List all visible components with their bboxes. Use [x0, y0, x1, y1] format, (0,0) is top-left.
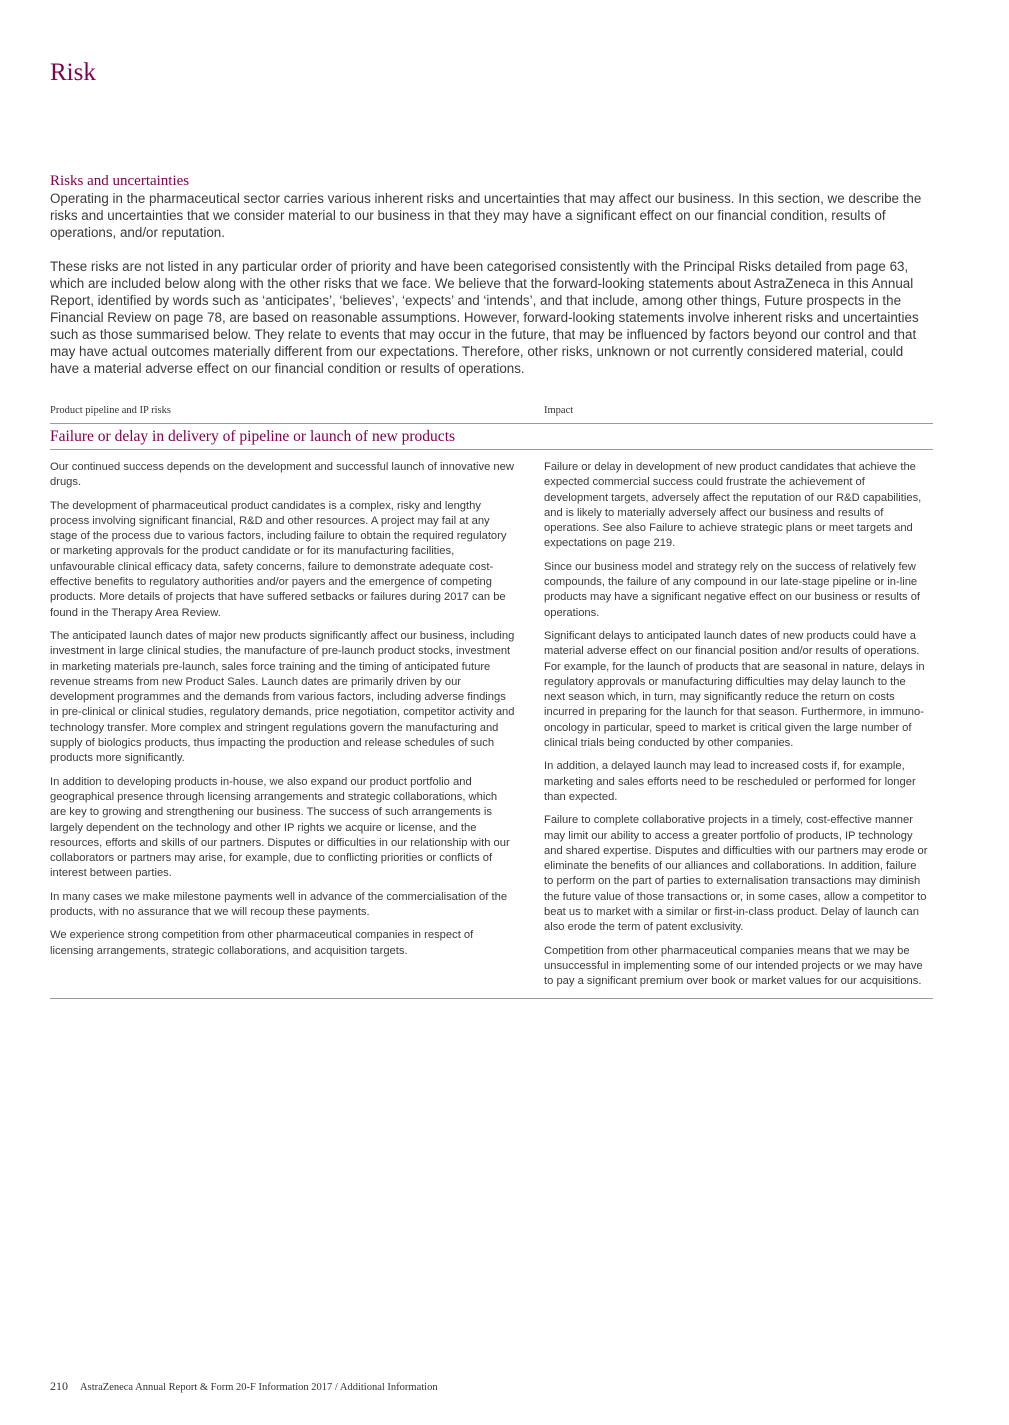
impact-paragraph: Failure to complete collaborative projects in a timely, cost-effective manner may limit our ability to access a greater portfolio of products, IP technology and shared expertise. Disputes and difficulties with our partners may erode or eliminate the benefits of our alliances and collaborations. In addition, failure to perform on the part of parties to externalisation transactions may diminish the future value of those transactions or, in some cases, allow a competitor to beat us to market with a similar or first-in-class product. Delay of launch can also erode the term of patent exclusivity.: [544, 814, 928, 934]
table-header-row: [50, 403, 933, 424]
intro-paragraph: These risks are not listed in any particular order of priority and have been categorised consistently with the Principal Risks detailed from page 63, which are included below along with the other risks that we face. We believe that the forward-looking statements about AstraZeneca in this Annual Report, identified by words such as ‘anticipates’, ‘believes’, ‘expects’ and ‘intends’, and that include, among other things, Future prospects in the Financial Review on page 78, are based on reasonable assumptions. However, forward-looking statements involve inherent risks and uncertainties such as those summarised below. They relate to events that may occur in the future, that may be influenced by factors beyond our control and that may have actual outcomes materially different from our expectations. Therefore, other risks, unknown or not currently considered material, could have a material adverse effect on our financial condition or results of operations.: [50, 259, 919, 376]
impact-column: [544, 460, 928, 990]
risk-description-paragraph: In addition to developing products in-house, we also expand our product portfolio and geographical presence through licensing arrangements and strategic collaborations, which are key to growing and strengthening our business. The success of such arrangements is largely dependent on the technology and other IP rights we acquire or license, and the resources, efforts and skills of our partners. Disputes or difficulties in our relationship with our collaborators or partners may arise, for example, due to conflicting priorities or conflicts of interest between parties.: [50, 775, 510, 880]
page-title: Risk: [50, 59, 96, 86]
risk-description-paragraph: Our continued success depends on the development and successful launch of innovative new drugs.: [50, 461, 514, 489]
risk-title: Failure or delay in delivery of pipeline or launch of new products: [50, 424, 933, 450]
column-header-impact: Impact: [544, 405, 574, 416]
impact-paragraph: Competition from other pharmaceutical companies means that we may be unsuccessful in implementing some of our intended projects or we may have to pay a significant premium over book or market values for our acquisitions.: [544, 944, 923, 988]
column-header-risk-category: Product pipeline and IP risks: [50, 405, 171, 416]
risk-description-paragraph: The anticipated launch dates of major new products significantly affect our business, including investment in large clinical studies, the manufacture of pre-launch product stocks, investment in marketing materials pre-launch, sales force training and the timing of anticipated future revenue streams from new Product Sales. Launch dates are primarily driven by our development programmes and the demands from various factors, including adverse findings in pre-clinical or clinical studies, regulatory demands, price negotiation, competitor activity and technology transfer. More complex and stringent regulations govern the manufacturing and supply of biologics products, thus impacting the production and release schedules of such products more significantly.: [50, 629, 515, 765]
risk-description-paragraph: In many cases we make milestone payments well in advance of the commercialisation of the products, with no assurance that we will recoup these payments.: [50, 890, 508, 919]
risk-table: [50, 403, 933, 999]
risk-description-paragraph: We experience strong competition from other pharmaceutical companies in respect of licensing arrangements, strategic collaborations, and acquisition targets.: [50, 929, 474, 957]
risk-columns: [50, 450, 933, 999]
impact-paragraph: Significant delays to anticipated launch dates of new products could have a material adverse effect on our financial position and/or results of operations. For example, for the launch of products that are seasonal in nature, delays in regulatory approvals or manufacturing difficulties may delay launch to the next season which, in turn, may significantly reduce the return on costs incurred in preparing for the launch for that season. Furthermore, in immuno-oncology in particular, speed to market is critical given the large number of clinical trials being conducted by other companies.: [544, 629, 925, 750]
page-number: 210: [50, 1379, 68, 1393]
footer-text: AstraZeneca Annual Report & Form 20-F Information 2017 / Additional Information: [80, 1382, 438, 1393]
intro-paragraph: Operating in the pharmaceutical sector carries various inherent risks and uncertainties that may affect our business. In this section, we describe the risks and uncertainties that we consider material to our business in that they may have a significant effect on our financial condition, results of operations, and/or reputation.: [50, 191, 922, 240]
section-heading: Risks and uncertainties: [50, 173, 190, 189]
risk-description-paragraph: The development of pharmaceutical product candidates is a complex, risky and lengthy process involving significant financial, R&D and other resources. A project may fail at any stage of the process due to various factors, including failure to obtain the required regulatory or marketing approvals for the product candidate or for its manufacturing facilities, unfavourable clinical efficacy data, safety concerns, failure to demonstrate adequate cost-effective benefits to regulatory authorities and/or payers and the emergence of competing products. More details of projects that have suffered setbacks or failures during 2017 can be found in the Therapy Area Review.: [50, 499, 507, 619]
intro-section: [50, 172, 930, 394]
risk-description-column: [50, 460, 516, 990]
page-footer: [50, 1379, 438, 1394]
impact-paragraph: Failure or delay in development of new product candidates that achieve the expected commercial success could frustrate the achievement of development targets, adversely affect the reputation of our R&D capabilities, and is likely to materially adversely affect our business and results of operations. See also Failure to achieve strategic plans or meet targets and expectations on page 219.: [544, 461, 922, 550]
impact-paragraph: Since our business model and strategy rely on the success of relatively few compounds, the failure of any compound in our late-stage pipeline or in-line products may have a significant negative effect on our business or results of operations.: [544, 560, 921, 619]
impact-paragraph: In addition, a delayed launch may lead to increased costs if, for example, marketing and sales efforts need to be rescheduled or performed for longer than expected.: [544, 760, 916, 803]
